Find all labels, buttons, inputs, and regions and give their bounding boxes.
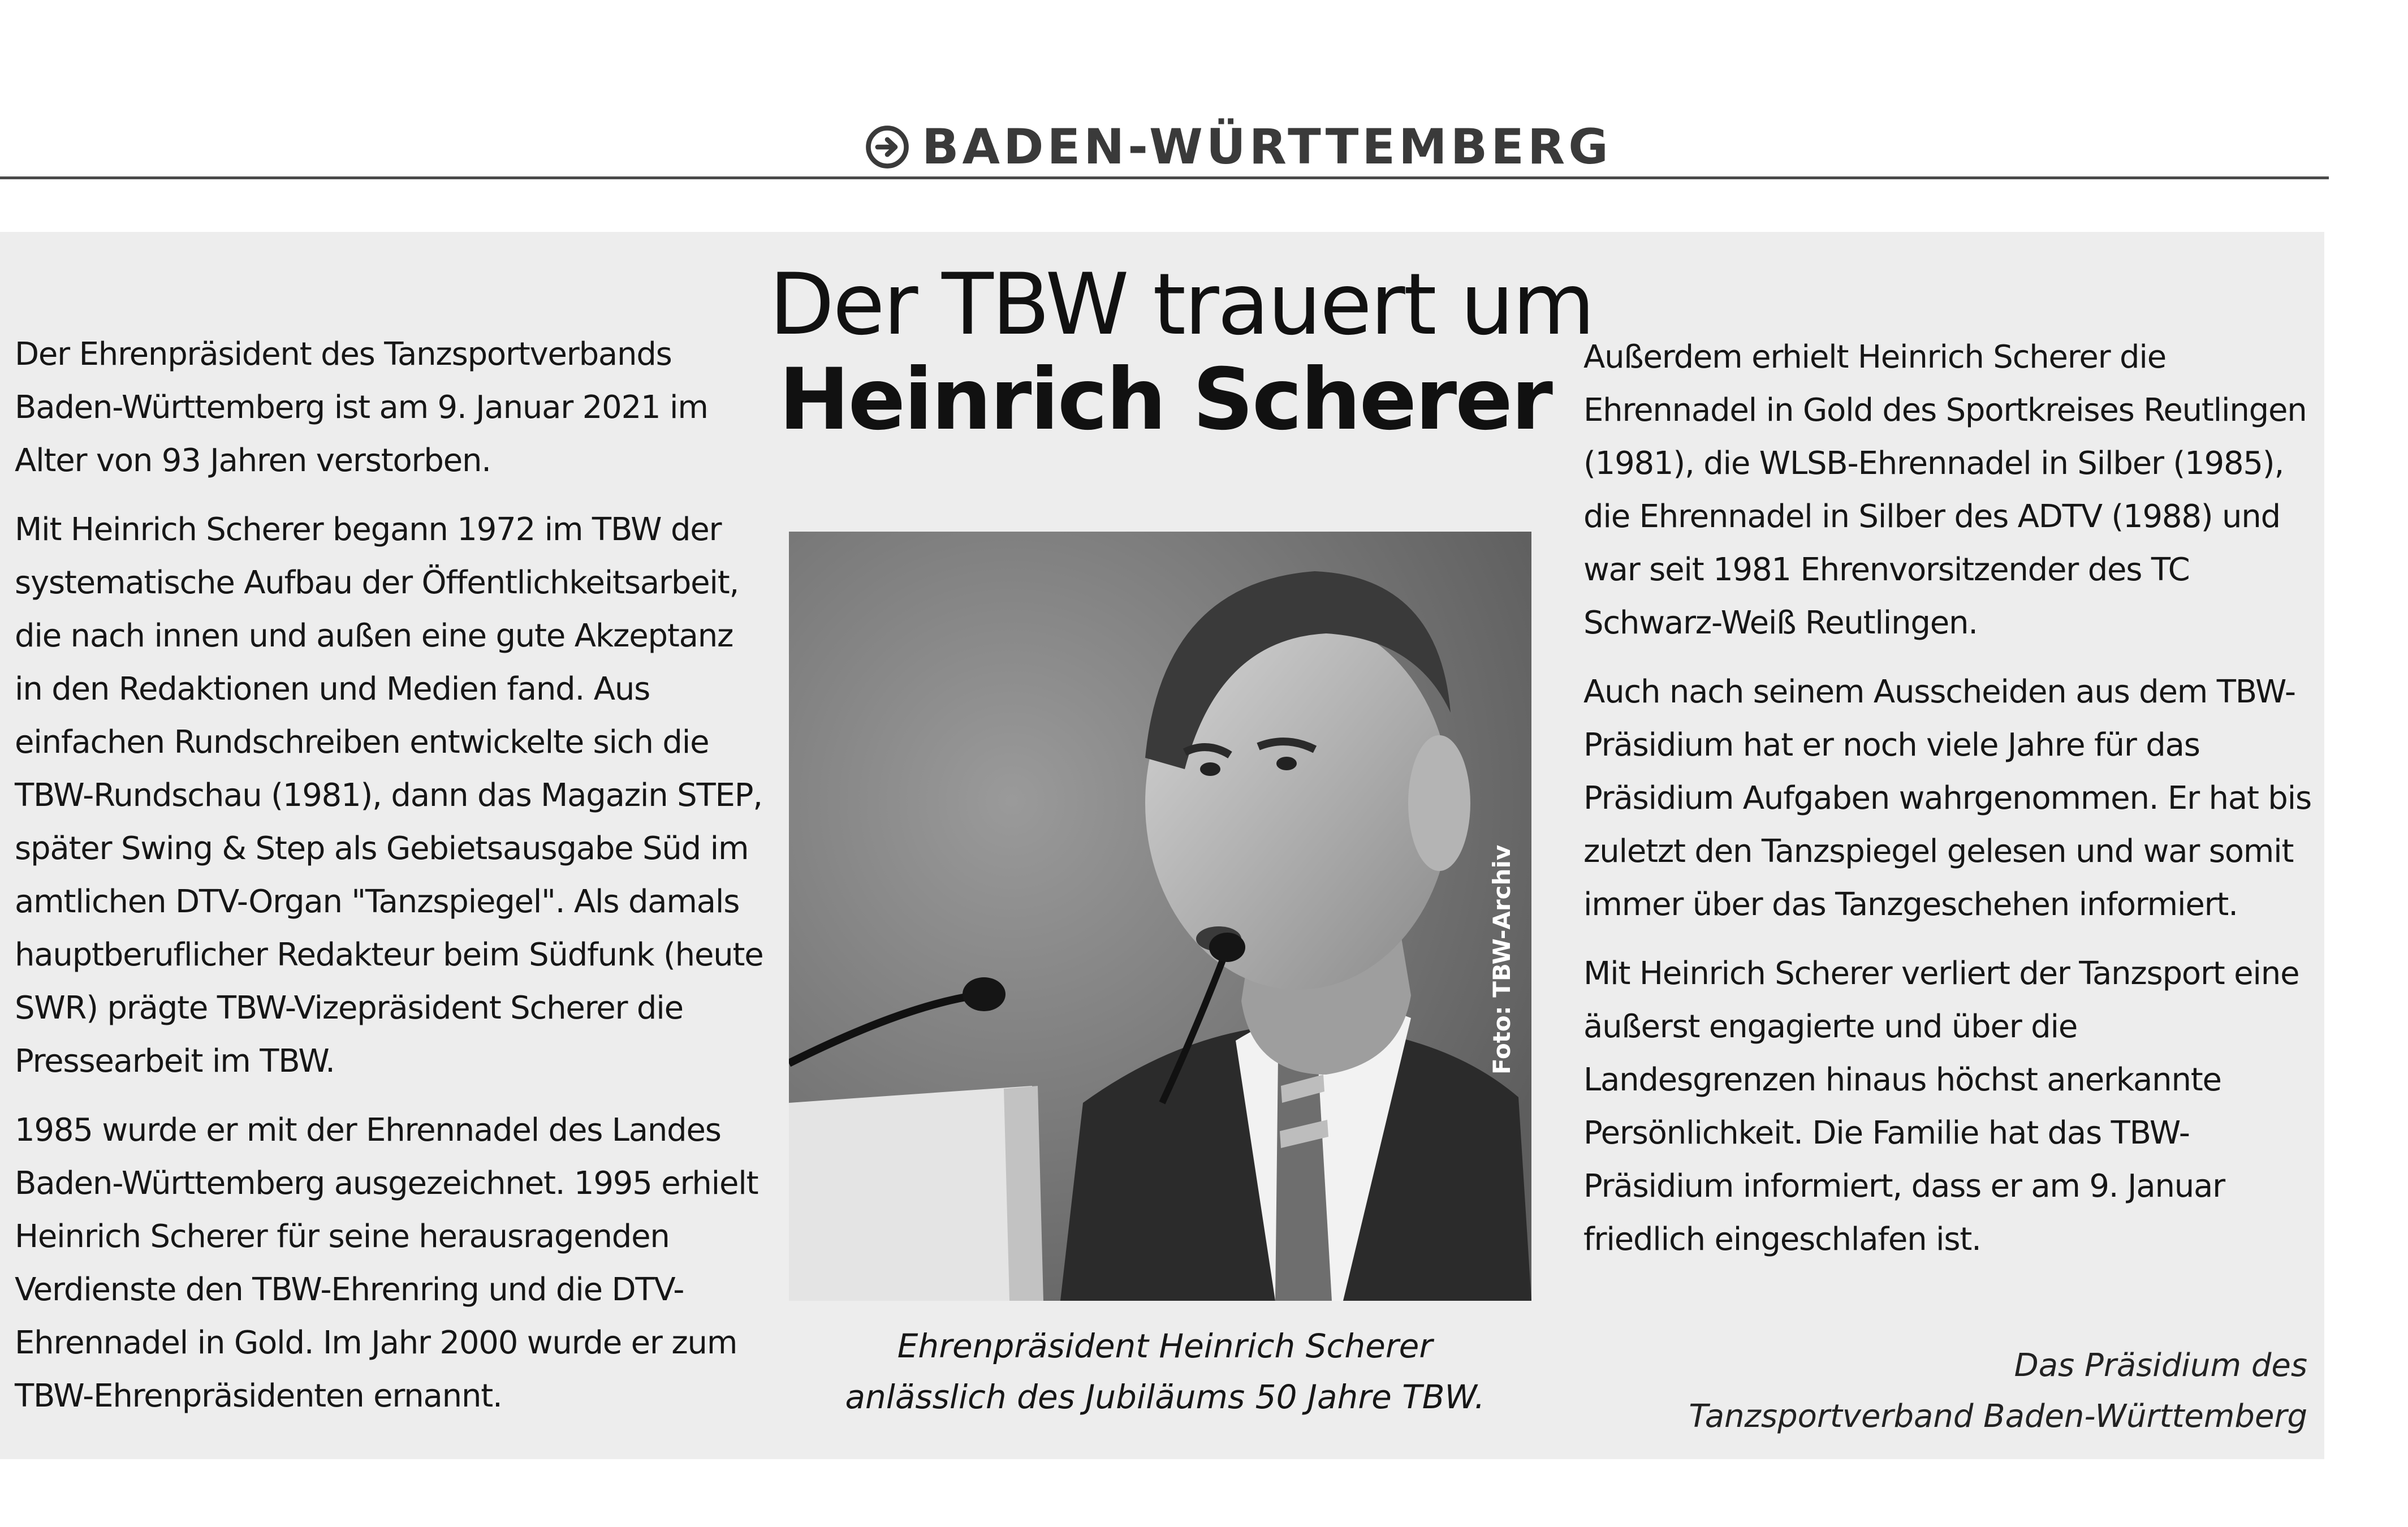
caption-line-1: Ehrenpräsident Heinrich Scherer [897, 1327, 1433, 1365]
article-headline [769, 256, 1594, 449]
photo-illustration [789, 532, 1531, 1301]
paragraph: 1985 wurde er mit der Ehrennadel des Landes Baden-Württemberg ausgezeichnet. 1995 erhielt Heinrich Scherer für seine herausragenden Verdienste den TBW-Ehrenring und die DTV-Ehrennadel in Gold. Im Jahr 2000 wurde er zum TBW-Ehrenpräsidenten ernannt. [15, 1112, 758, 1414]
article-right-column [1583, 331, 2319, 1282]
paragraph: Auch nach seinem Ausscheiden aus dem TBW-Präsidium hat er noch viele Jahre für das Präsidium Aufgaben wahrgenommen. Er hat bis zuletzt den Tanzspiegel gelesen und war somit immer über das Tanzgeschehen informiert. [1583, 674, 2311, 923]
paragraph: Mit Heinrich Scherer verliert der Tanzsport eine äußerst engagierte und über die Landesgrenzen hinaus höchst anerkannte Persönlichkeit. Die Familie hat das TBW-Präsidium informiert, dass er am 9. Januar friedlich eingeschlafen ist. [1583, 955, 2299, 1258]
signature-line-1: Das Präsidium des [2014, 1347, 2307, 1384]
portrait-photo [789, 532, 1531, 1301]
paragraph: Mit Heinrich Scherer begann 1972 im TBW der systematische Aufbau der Öffentlichkeitsarbeit, die nach innen und außen eine gute Akzeptanz in den Redaktionen und Medien fand. Aus einfachen Rundschreiben entwickelte sich die TBW-Rundschau (1981), dann das Magazin STEP, später Swing & Step als Gebietsausgabe Süd im amtlichen DTV-Organ "Tanzspiegel". Als damals hauptberuflicher Redakteur beim Südfunk (heute SWR) prägte TBW-Vizepräsident Scherer die Pressearbeit im TBW. [15, 511, 763, 1080]
paragraph: Der Ehrenpräsident des Tanzsportverbands Baden-Württemberg ist am 9. Januar 2021 im Alter von 93 Jahren verstorben. [15, 336, 708, 479]
signature [1629, 1340, 2307, 1442]
section-title: BADEN-WÜRTTEMBERG [922, 119, 1612, 175]
article-left-column [15, 328, 767, 1439]
caption-line-2: anlässlich des Jubiläums 50 Jahre TBW. [845, 1378, 1485, 1416]
headline-line-1: Der TBW trauert um [769, 256, 1594, 354]
paragraph: Außerdem erhielt Heinrich Scherer die Ehrennadel in Gold des Sportkreises Reutlingen (1981), die WLSB-Ehrennadel in Silber (1985), die Ehrennadel in Silber des ADTV (1988) und war seit 1981 Ehrenvorsitzender des TC Schwarz-Weiß Reutlingen. [1583, 339, 2307, 641]
section-divider [0, 176, 2329, 179]
photo-credit: Foto: TBW-Archiv [1488, 844, 1516, 1075]
headline-line-2: Heinrich Scherer [779, 351, 1551, 449]
section-header [865, 116, 1612, 178]
photo-caption [780, 1321, 1550, 1422]
signature-line-2: Tanzsportverband Baden-Württemberg [1689, 1398, 2307, 1435]
arrow-right-circle-icon [865, 125, 909, 169]
